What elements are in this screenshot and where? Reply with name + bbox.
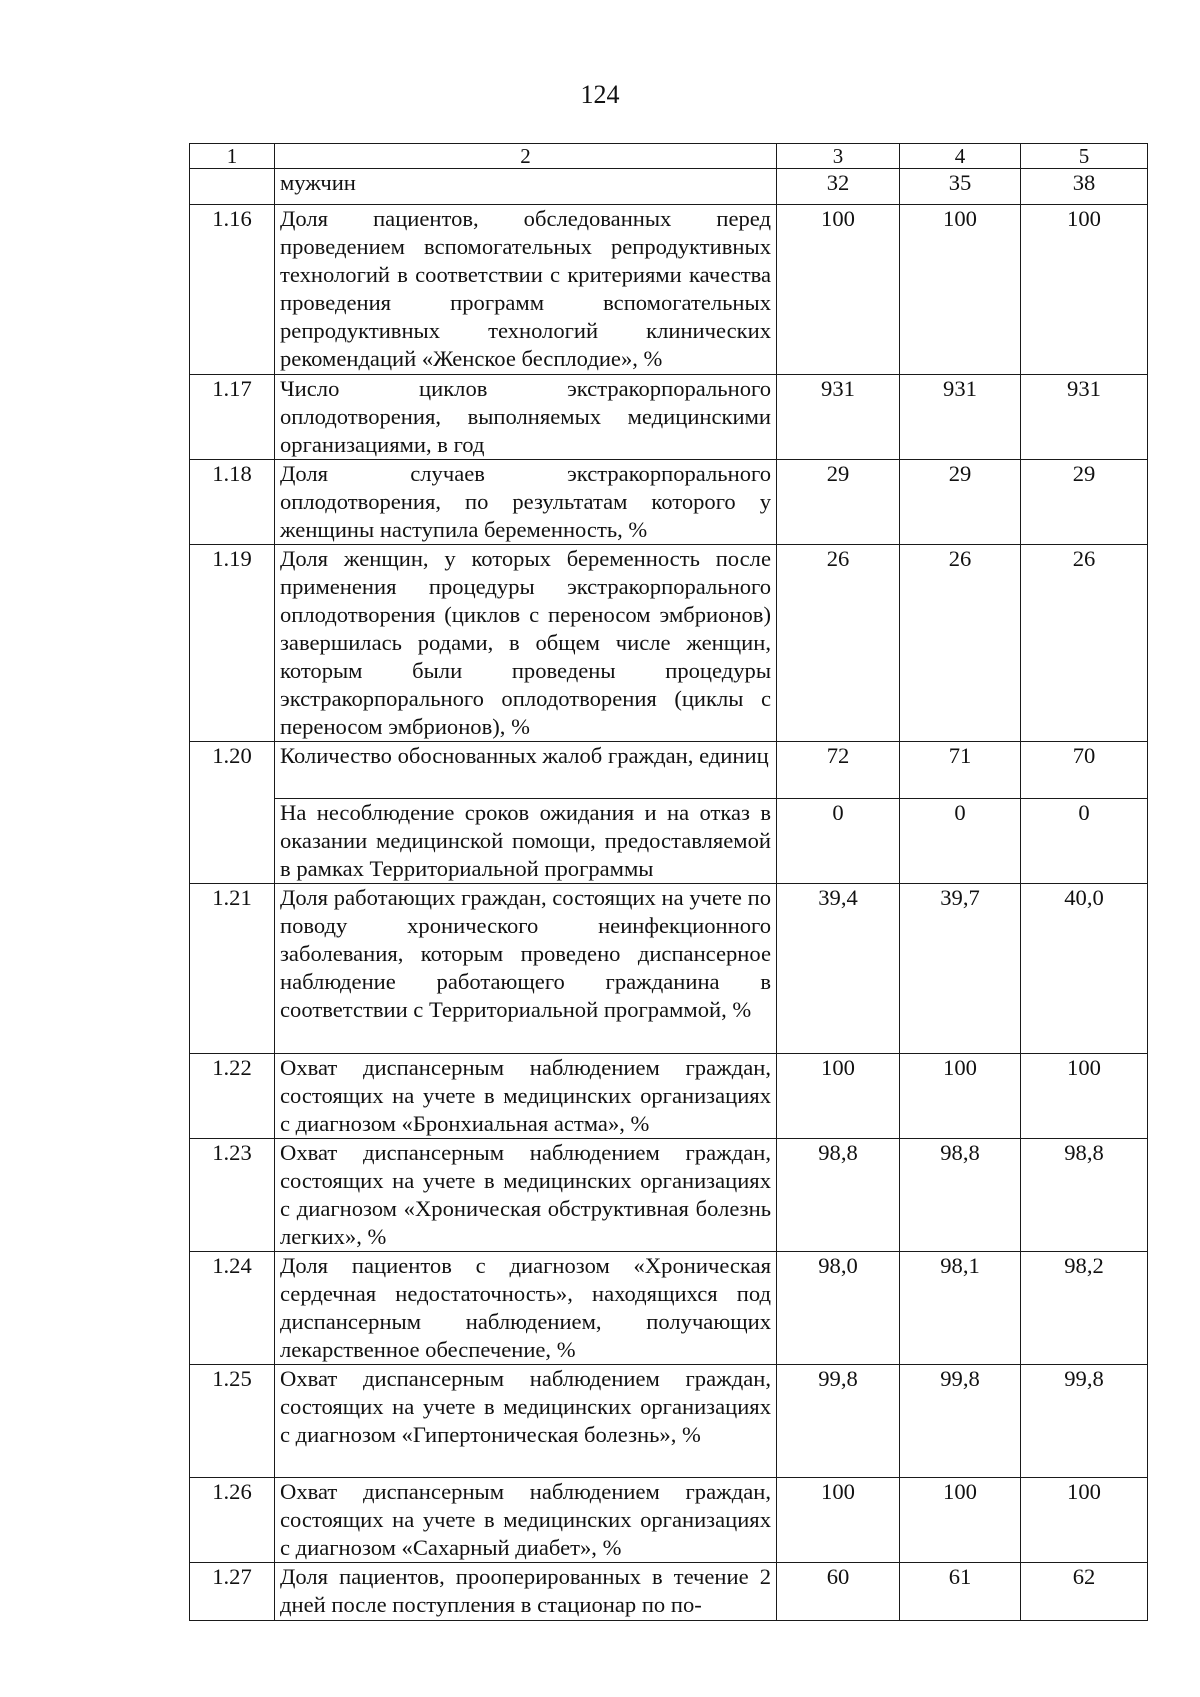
row-description: Доля работающих граждан, состоящих на учете по поводу хронического неинфекционного заболевания, которым проведено диспансерное наблюдение работающего гражданина в соответствии с Территориальной программой, %	[275, 884, 777, 1054]
value-col-4: 61	[900, 1563, 1021, 1621]
value-col-3: 98,0	[777, 1252, 900, 1365]
value-col-5: 100	[1021, 1054, 1148, 1139]
value-col-3: 72	[777, 742, 900, 799]
value-col-5: 62	[1021, 1563, 1148, 1621]
value-col-4: 931	[900, 375, 1021, 460]
value-col-3: 26	[777, 545, 900, 742]
value-col-4: 26	[900, 545, 1021, 742]
row-number: 1.18	[190, 460, 275, 545]
row-number: 1.24	[190, 1252, 275, 1365]
value-col-4: 35	[900, 169, 1021, 205]
row-description: Охват диспансерным наблюдением граждан, состоящих на учете в медицинских организациях с диагнозом «Хроническая обструктивная болезнь легких», %	[275, 1139, 777, 1252]
table-header-row	[190, 144, 1148, 169]
value-col-3: 60	[777, 1563, 900, 1621]
header-cell-3: 3	[777, 144, 900, 169]
value-col-5: 0	[1021, 799, 1148, 884]
value-col-3: 99,8	[777, 1365, 900, 1478]
table-row	[190, 1365, 1148, 1478]
table-row	[190, 169, 1148, 205]
value-col-4: 100	[900, 205, 1021, 375]
value-col-3: 29	[777, 460, 900, 545]
row-number: 1.21	[190, 884, 275, 1054]
value-col-3: 100	[777, 205, 900, 375]
row-number	[190, 799, 275, 884]
value-col-3: 100	[777, 1054, 900, 1139]
value-col-3: 931	[777, 375, 900, 460]
value-col-3: 32	[777, 169, 900, 205]
value-col-5: 931	[1021, 375, 1148, 460]
value-col-4: 71	[900, 742, 1021, 799]
row-description: Доля пациентов, прооперированных в течение 2 дней после поступления в стационар по по-	[275, 1563, 777, 1621]
value-col-5: 70	[1021, 742, 1148, 799]
value-col-5: 98,2	[1021, 1252, 1148, 1365]
value-col-4: 98,8	[900, 1139, 1021, 1252]
value-col-3: 0	[777, 799, 900, 884]
table-row	[190, 884, 1148, 1054]
header-cell-1: 1	[190, 144, 275, 169]
header-cell-2: 2	[275, 144, 777, 169]
value-col-5: 100	[1021, 205, 1148, 375]
value-col-4: 99,8	[900, 1365, 1021, 1478]
table-row	[190, 545, 1148, 742]
table-row	[190, 1139, 1148, 1252]
indicators-table	[189, 143, 1148, 1621]
row-number: 1.23	[190, 1139, 275, 1252]
header-cell-4: 4	[900, 144, 1021, 169]
row-description: Доля пациентов, обследованных перед проведением вспомогательных репродуктивных технологий в соответствии с критериями качества проведения программ вспомогательных репродуктивных технологий клинических рекомендаций «Женское бесплодие», %	[275, 205, 777, 375]
value-col-3: 100	[777, 1478, 900, 1563]
value-col-4: 29	[900, 460, 1021, 545]
value-col-5: 40,0	[1021, 884, 1148, 1054]
row-description: Охват диспансерным наблюдением граждан, состоящих на учете в медицинских организациях с диагнозом «Сахарный диабет», %	[275, 1478, 777, 1563]
row-number: 1.16	[190, 205, 275, 375]
row-description: Охват диспансерным наблюдением граждан, состоящих на учете в медицинских организациях с диагнозом «Гипертоническая болезнь», %	[275, 1365, 777, 1478]
value-col-5: 38	[1021, 169, 1148, 205]
row-number: 1.19	[190, 545, 275, 742]
row-number	[190, 169, 275, 205]
row-number: 1.26	[190, 1478, 275, 1563]
page-number: 124	[580, 80, 620, 109]
value-col-5: 100	[1021, 1478, 1148, 1563]
row-description: Доля случаев экстракорпорального оплодотворения, по результатам которого у женщины наступила беременность, %	[275, 460, 777, 545]
value-col-5: 99,8	[1021, 1365, 1148, 1478]
row-description: Охват диспансерным наблюдением граждан, состоящих на учете в медицинских организациях с диагнозом «Бронхиальная астма», %	[275, 1054, 777, 1139]
table-row	[190, 1054, 1148, 1139]
table-row	[190, 1252, 1148, 1365]
table-row	[190, 460, 1148, 545]
row-number: 1.22	[190, 1054, 275, 1139]
row-number: 1.20	[190, 742, 275, 799]
row-description: Число циклов экстракорпорального оплодотворения, выполняемых медицинскими организациями, в год	[275, 375, 777, 460]
row-number: 1.17	[190, 375, 275, 460]
row-description: Доля пациентов с диагнозом «Хроническая сердечная недостаточность», находящихся под диспансерным наблюдением, получающих лекарственное обеспечение, %	[275, 1252, 777, 1365]
header-cell-5: 5	[1021, 144, 1148, 169]
value-col-4: 0	[900, 799, 1021, 884]
row-description: мужчин	[275, 169, 777, 205]
row-description: На несоблюдение сроков ожидания и на отказ в оказании медицинской помощи, предоставляемой в рамках Территориальной программы	[275, 799, 777, 884]
table-row	[190, 205, 1148, 375]
table-row	[190, 742, 1148, 799]
row-description: Количество обоснованных жалоб граждан, единиц	[275, 742, 777, 799]
table-row	[190, 1563, 1148, 1621]
row-number: 1.27	[190, 1563, 275, 1621]
value-col-5: 26	[1021, 545, 1148, 742]
value-col-4: 98,1	[900, 1252, 1021, 1365]
value-col-5: 98,8	[1021, 1139, 1148, 1252]
value-col-4: 39,7	[900, 884, 1021, 1054]
value-col-3: 98,8	[777, 1139, 900, 1252]
value-col-5: 29	[1021, 460, 1148, 545]
row-description: Доля женщин, у которых беременность после применения процедуры экстракорпорального оплодотворения (циклов с переносом эмбрионов) завершилась родами, в общем числе женщин, которым были проведены процедуры экстракорпорального оплодотворения (циклы с переносом эмбрионов), %	[275, 545, 777, 742]
table-row	[190, 375, 1148, 460]
value-col-4: 100	[900, 1478, 1021, 1563]
row-number: 1.25	[190, 1365, 275, 1478]
value-col-3: 39,4	[777, 884, 900, 1054]
table-row	[190, 799, 1148, 884]
table-row	[190, 1478, 1148, 1563]
value-col-4: 100	[900, 1054, 1021, 1139]
